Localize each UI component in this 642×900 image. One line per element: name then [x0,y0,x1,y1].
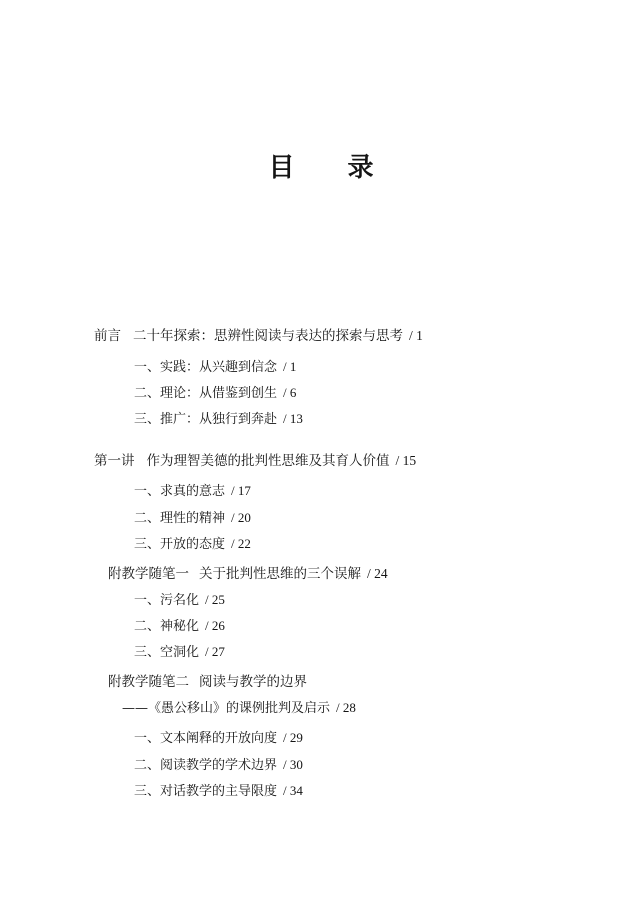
section-title: 一、污名化 [134,593,200,608]
toc-section[interactable] [134,728,303,749]
toc-section[interactable] [134,481,251,502]
page-number: / 29 [283,730,303,745]
toc-section[interactable] [134,357,296,378]
page-number: / 28 [336,700,356,715]
appendix-number: 附教学随笔二 [108,674,189,690]
section-title: 三、开放的态度 [134,537,226,552]
toc-section[interactable] [134,616,225,637]
appendix-number: 附教学随笔一 [108,566,189,582]
section-title: 三、推广：从独行到奔赴 [134,412,278,427]
section-title: 一、实践：从兴趣到信念 [134,360,278,375]
toc-section[interactable] [134,409,303,430]
toc-appendix-essay-2[interactable] [108,672,307,692]
page-number: / 30 [283,757,303,772]
section-title: 二、阅读教学的学术边界 [134,758,278,773]
chapter-title: 二十年探索：思辨性阅读与表达的探索与思考 [133,328,403,344]
toc-section[interactable] [134,642,225,663]
appendix-title: 关于批判性思维的三个误解 [199,566,361,582]
section-title: 三、对话教学的主导限度 [134,784,278,799]
toc-section[interactable] [134,383,296,404]
page-number: / 27 [205,644,225,659]
toc-section[interactable] [134,590,225,611]
section-title: 二、理论：从借鉴到创生 [134,386,278,401]
page-number: / 34 [283,783,303,798]
toc-section[interactable] [134,781,303,802]
toc-appendix-subtitle[interactable] [122,698,356,719]
toc-chapter-lecture-1[interactable] [94,451,416,471]
page-number: / 17 [231,483,251,498]
page-number: / 13 [283,411,303,426]
toc-chapter-preface[interactable] [94,326,423,346]
section-title: 一、求真的意志 [134,484,226,499]
page-number: / 26 [205,618,225,633]
page-number: / 1 [409,328,423,343]
page-number: / 22 [231,536,251,551]
section-title: 一、文本阐释的开放向度 [134,731,278,746]
section-title: 二、理性的精神 [134,511,226,526]
page-number: / 1 [283,359,297,374]
section-title: 二、神秘化 [134,619,200,634]
chapter-number: 前言 [94,328,121,344]
toc-appendix-essay-1[interactable] [108,564,388,584]
section-title: 三、空洞化 [134,645,200,660]
page-number: / 24 [367,566,388,581]
chapter-title: 作为理智美德的批判性思维及其育人价值 [146,453,390,469]
toc-section[interactable] [134,755,303,776]
chapter-number: 第一讲 [94,453,135,469]
page-number: / 20 [231,510,251,525]
page-number: / 25 [205,592,225,607]
page-number: / 6 [283,385,297,400]
appendix-subtitle-text: ——《愚公移山》的课例批判及启示 [122,701,331,716]
toc-section[interactable] [134,534,251,555]
appendix-title: 阅读与教学的边界 [199,674,307,690]
page-number: / 15 [395,453,417,468]
toc-section[interactable] [134,508,251,529]
page-title: 目 录 [268,153,396,183]
